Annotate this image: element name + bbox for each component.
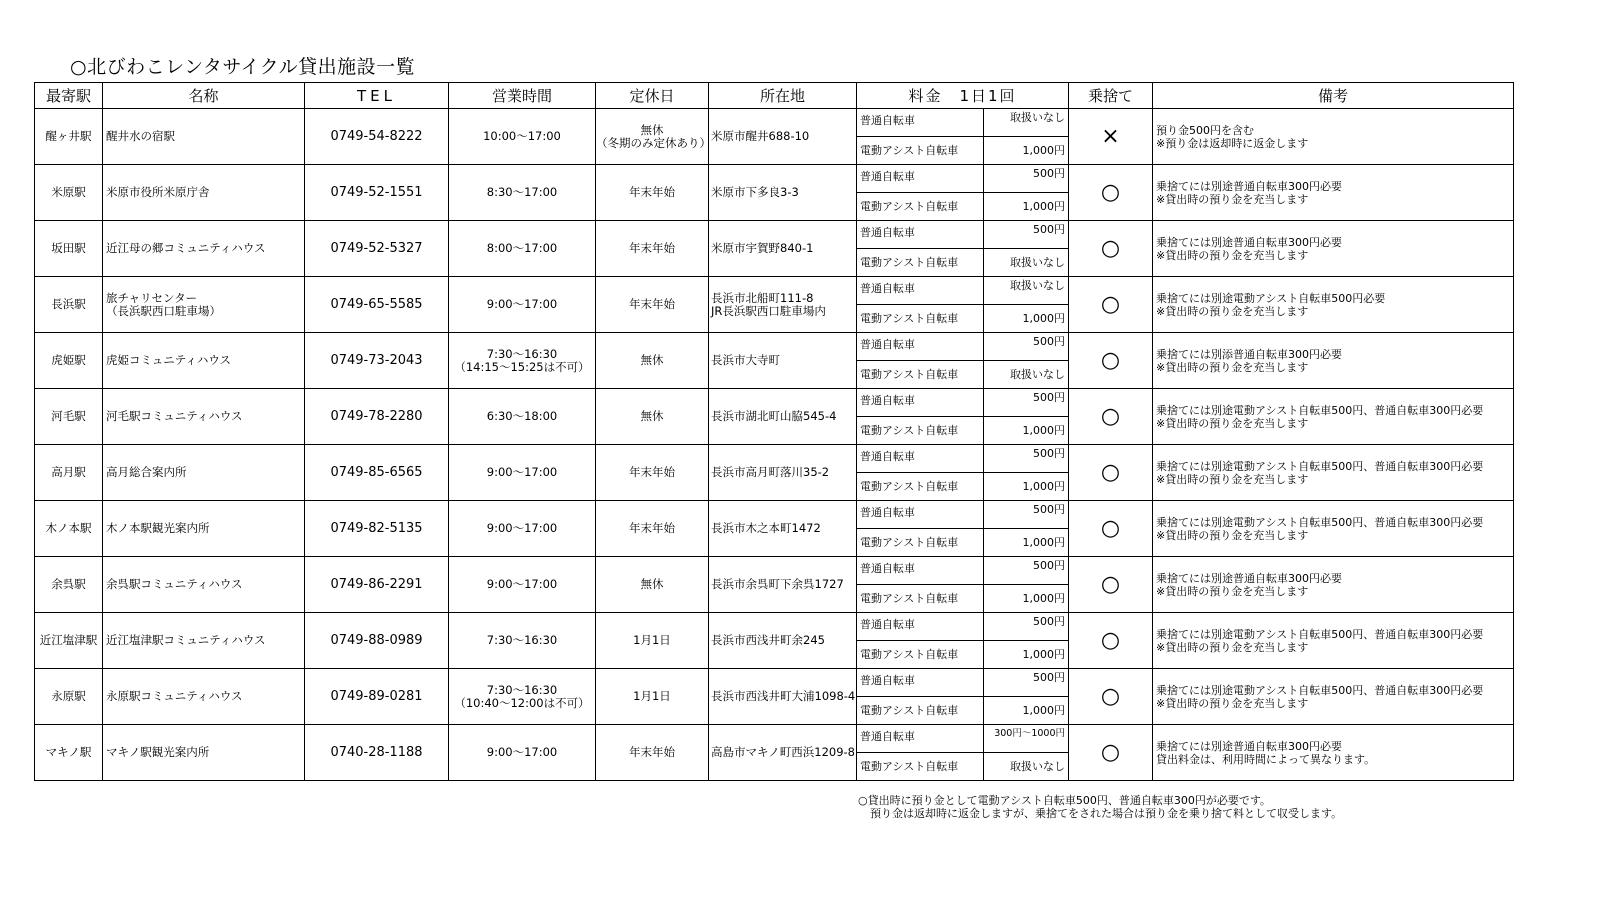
station-cell: 坂田駅 [35, 221, 103, 277]
table-row [35, 277, 1514, 333]
fee-assist-label: 電動アシスト自転車 [857, 641, 984, 668]
station-cell: 米原駅 [35, 165, 103, 221]
facility-table [34, 82, 1514, 781]
fee-regular-price: 500円 [984, 669, 1068, 697]
fee-regular-price: 500円 [984, 333, 1068, 361]
tel-cell: 0749-54-8222 [305, 109, 449, 165]
hours-cell: 8:30～17:00 [449, 165, 596, 221]
page-title: ○北びわこレンタサイクル貸出施設一覧 [70, 56, 416, 78]
fee-regular-price: 500円 [984, 221, 1068, 249]
hours-cell: 6:30～18:00 [449, 389, 596, 445]
station-cell: 虎姫駅 [35, 333, 103, 389]
fee-regular-label: 普通自転車 [857, 389, 984, 417]
dropoff-mark: ○ [1069, 221, 1153, 277]
facility-name-cell: 余呉駅コミュニティハウス [103, 557, 305, 613]
facility-name-cell: 河毛駅コミュニティハウス [103, 389, 305, 445]
fee-assist-price: 1,000円 [1022, 200, 1065, 213]
facility-name-cell: 虎姫コミュニティハウス [103, 333, 305, 389]
fee-regular-price: 500円 [984, 557, 1068, 585]
station-cell: 木ノ本駅 [35, 501, 103, 557]
fee-cell [857, 501, 1069, 557]
dropoff-mark: ○ [1069, 613, 1153, 669]
hours-cell: 9:00～17:00 [449, 445, 596, 501]
station-cell: 永原駅 [35, 669, 103, 725]
table-row [35, 445, 1514, 501]
fee-cell [857, 109, 1069, 165]
hours-cell: 9:00～17:00 [449, 501, 596, 557]
fee-assist-label: 電動アシスト自転車 [857, 305, 984, 332]
fee-regular-price: 500円 [984, 165, 1068, 193]
fee-assist-price: 1,000円 [1022, 480, 1065, 493]
fee-regular-label: 普通自転車 [857, 501, 984, 529]
address-cell: 長浜市北船町111-8 JR長浜駅西口駐車場内 [709, 277, 857, 333]
tel-cell: 0749-52-5327 [305, 221, 449, 277]
fee-assist-label: 電動アシスト自転車 [857, 249, 984, 276]
header-closed: 定休日 [596, 83, 709, 109]
closed-days-cell: 年末年始 [596, 165, 709, 221]
tel-cell: 0749-78-2280 [305, 389, 449, 445]
dropoff-mark: ○ [1069, 445, 1153, 501]
notes-cell: 乗捨てには別途普通自転車300円必要 貸出料金は、利用時間によって異なります。 [1153, 725, 1514, 781]
notes-cell: 乗捨てには別添普通自転車300円必要 ※貸出時の預り金を充当します [1153, 333, 1514, 389]
address-cell: 長浜市大寺町 [709, 333, 857, 389]
fee-regular-label: 普通自転車 [857, 669, 984, 697]
table-row [35, 501, 1514, 557]
fee-cell [857, 277, 1069, 333]
fee-assist-price: 1,000円 [1022, 424, 1065, 437]
fee-regular-label: 普通自転車 [857, 109, 984, 137]
notes-cell: 乗捨てには別途電動アシスト自転車500円、普通自転車300円必要 ※貸出時の預り金を充当します [1153, 613, 1514, 669]
table-row [35, 557, 1514, 613]
facility-name-cell: 木ノ本駅観光案内所 [103, 501, 305, 557]
closed-days-cell: 年末年始 [596, 725, 709, 781]
closed-days-cell: 1月1日 [596, 613, 709, 669]
dropoff-mark: × [1069, 109, 1153, 165]
dropoff-mark: ○ [1069, 557, 1153, 613]
fee-assist-label: 電動アシスト自転車 [857, 585, 984, 612]
address-cell: 米原市下多良3-3 [709, 165, 857, 221]
fee-assist-label: 電動アシスト自転車 [857, 417, 984, 444]
address-cell: 高島市マキノ町西浜1209-8 [709, 725, 857, 781]
dropoff-mark: ○ [1069, 389, 1153, 445]
fee-regular-price: 500円 [984, 445, 1068, 473]
dropoff-mark: ○ [1069, 165, 1153, 221]
fee-cell [857, 725, 1069, 781]
closed-days-cell: 無休 [596, 389, 709, 445]
fee-cell [857, 165, 1069, 221]
address-cell: 長浜市湖北町山脇545-4 [709, 389, 857, 445]
closed-days-cell: 年末年始 [596, 221, 709, 277]
station-cell: 醒ヶ井駅 [35, 109, 103, 165]
closed-days-cell: 無休 （冬期のみ定休あり） [596, 109, 709, 165]
station-cell: 高月駅 [35, 445, 103, 501]
facility-name-cell: 高月総合案内所 [103, 445, 305, 501]
fee-cell [857, 445, 1069, 501]
fee-regular-price: 300円～1000円 [984, 725, 1068, 753]
fee-assist-price: 1,000円 [1022, 592, 1065, 605]
facility-name-cell: 旅チャリセンター （長浜駅西口駐車場） [103, 277, 305, 333]
hours-cell: 10:00～17:00 [449, 109, 596, 165]
header-notes: 備考 [1153, 83, 1514, 109]
hours-cell: 8:00～17:00 [449, 221, 596, 277]
fee-cell [857, 389, 1069, 445]
notes-cell: 乗捨てには別途普通自転車300円必要 ※貸出時の預り金を充当します [1153, 165, 1514, 221]
footnote-line-1: ○貸出時に預り金として電動アシスト自転車500円、普通自転車300円が必要です。 [858, 794, 1271, 807]
header-address: 所在地 [709, 83, 857, 109]
fee-cell [857, 557, 1069, 613]
fee-cell [857, 613, 1069, 669]
facility-name-cell: マキノ駅観光案内所 [103, 725, 305, 781]
header-dropoff: 乗捨て [1069, 83, 1153, 109]
fee-assist-label: 電動アシスト自転車 [857, 697, 984, 724]
fee-assist-price: 取扱いなし [1010, 368, 1065, 381]
fee-assist-label: 電動アシスト自転車 [857, 361, 984, 388]
fee-assist-label: 電動アシスト自転車 [857, 529, 984, 556]
header-row [35, 83, 1514, 109]
fee-regular-label: 普通自転車 [857, 333, 984, 361]
table-row [35, 725, 1514, 781]
station-cell: 河毛駅 [35, 389, 103, 445]
dropoff-mark: ○ [1069, 333, 1153, 389]
dropoff-mark: ○ [1069, 725, 1153, 781]
address-cell: 長浜市西浅井町大浦1098-4 [709, 669, 857, 725]
notes-cell: 預り金500円を含む ※預り金は返却時に返金します [1153, 109, 1514, 165]
dropoff-mark: ○ [1069, 501, 1153, 557]
station-cell: 長浜駅 [35, 277, 103, 333]
fee-assist-label: 電動アシスト自転車 [857, 473, 984, 500]
address-cell: 長浜市高月町落川35-2 [709, 445, 857, 501]
address-cell: 長浜市西浅井町余245 [709, 613, 857, 669]
header-hours: 営業時間 [449, 83, 596, 109]
address-cell: 長浜市余呉町下余呉1727 [709, 557, 857, 613]
fee-regular-label: 普通自転車 [857, 613, 984, 641]
closed-days-cell: 1月1日 [596, 669, 709, 725]
station-cell: 余呉駅 [35, 557, 103, 613]
fee-assist-label: 電動アシスト自転車 [857, 137, 984, 164]
fee-assist-price: 取扱いなし [1010, 256, 1065, 269]
fee-regular-price: 500円 [984, 613, 1068, 641]
fee-regular-price: 500円 [984, 501, 1068, 529]
tel-cell: 0749-52-1551 [305, 165, 449, 221]
notes-cell: 乗捨てには別途電動アシスト自転車500円、普通自転車300円必要 ※貸出時の預り金を充当します [1153, 669, 1514, 725]
closed-days-cell: 年末年始 [596, 277, 709, 333]
tel-cell: 0749-85-6565 [305, 445, 449, 501]
table-row [35, 221, 1514, 277]
address-cell: 米原市宇賀野840-1 [709, 221, 857, 277]
fee-assist-price: 1,000円 [1022, 312, 1065, 325]
header-name: 名称 [103, 83, 305, 109]
facility-name-cell: 永原駅コミュニティハウス [103, 669, 305, 725]
fee-assist-label: 電動アシスト自転車 [857, 193, 984, 220]
tel-cell: 0749-65-5585 [305, 277, 449, 333]
notes-cell: 乗捨てには別途電動アシスト自転車500円必要 ※貸出時の預り金を充当します [1153, 277, 1514, 333]
closed-days-cell: 年末年始 [596, 501, 709, 557]
fee-assist-price: 取扱いなし [1010, 760, 1065, 773]
facility-name-cell: 近江塩津駅コミュニティハウス [103, 613, 305, 669]
fee-assist-price: 1,000円 [1022, 144, 1065, 157]
fee-assist-label: 電動アシスト自転車 [857, 753, 984, 780]
notes-cell: 乗捨てには別途電動アシスト自転車500円、普通自転車300円必要 ※貸出時の預り金を充当します [1153, 445, 1514, 501]
dropoff-mark: ○ [1069, 669, 1153, 725]
fee-regular-label: 普通自転車 [857, 445, 984, 473]
table-row [35, 333, 1514, 389]
fee-regular-label: 普通自転車 [857, 165, 984, 193]
facility-name-cell: 米原市役所米原庁舎 [103, 165, 305, 221]
table-row [35, 389, 1514, 445]
address-cell: 米原市醒井688-10 [709, 109, 857, 165]
table-row [35, 109, 1514, 165]
tel-cell: 0749-88-0989 [305, 613, 449, 669]
fee-cell [857, 669, 1069, 725]
fee-regular-label: 普通自転車 [857, 557, 984, 585]
facility-name-cell: 醒井水の宿駅 [103, 109, 305, 165]
table-row [35, 613, 1514, 669]
footnote [858, 794, 1342, 820]
footnote-line-2: 預り金は返却時に返金しますが、乗捨てをされた場合は預り金を乗り捨て料として収受します。 [870, 807, 1343, 820]
hours-cell: 7:30～16:30 [449, 613, 596, 669]
fee-assist-price: 1,000円 [1022, 704, 1065, 717]
facility-name-cell: 近江母の郷コミュニティハウス [103, 221, 305, 277]
address-cell: 長浜市木之本町1472 [709, 501, 857, 557]
fee-regular-label: 普通自転車 [857, 221, 984, 249]
tel-cell: 0749-89-0281 [305, 669, 449, 725]
fee-regular-price: 取扱いなし [984, 109, 1068, 137]
fee-cell [857, 333, 1069, 389]
hours-cell: 7:30～16:30 （14:15～15:25は不可） [449, 333, 596, 389]
fee-regular-label: 普通自転車 [857, 725, 984, 753]
station-cell: 近江塩津駅 [35, 613, 103, 669]
notes-cell: 乗捨てには別途普通自転車300円必要 ※貸出時の預り金を充当します [1153, 557, 1514, 613]
tel-cell: 0740-28-1188 [305, 725, 449, 781]
header-fee: 料金 1日1回 [857, 83, 1069, 109]
header-station: 最寄駅 [35, 83, 103, 109]
hours-cell: 9:00～17:00 [449, 557, 596, 613]
station-cell: マキノ駅 [35, 725, 103, 781]
notes-cell: 乗捨てには別途電動アシスト自転車500円、普通自転車300円必要 ※貸出時の預り金を充当します [1153, 501, 1514, 557]
hours-cell: 9:00～17:00 [449, 725, 596, 781]
fee-cell [857, 221, 1069, 277]
tel-cell: 0749-82-5135 [305, 501, 449, 557]
tel-cell: 0749-73-2043 [305, 333, 449, 389]
fee-regular-price: 取扱いなし [984, 277, 1068, 305]
fee-regular-price: 500円 [984, 389, 1068, 417]
table-row [35, 165, 1514, 221]
hours-cell: 9:00～17:00 [449, 277, 596, 333]
table-row [35, 669, 1514, 725]
dropoff-mark: ○ [1069, 277, 1153, 333]
tel-cell: 0749-86-2291 [305, 557, 449, 613]
fee-assist-price: 1,000円 [1022, 648, 1065, 661]
fee-regular-label: 普通自転車 [857, 277, 984, 305]
hours-cell: 7:30～16:30 （10:40～12:00は不可） [449, 669, 596, 725]
notes-cell: 乗捨てには別途普通自転車300円必要 ※貸出時の預り金を充当します [1153, 221, 1514, 277]
header-tel: TEL [305, 83, 449, 109]
fee-assist-price: 1,000円 [1022, 536, 1065, 549]
closed-days-cell: 年末年始 [596, 445, 709, 501]
notes-cell: 乗捨てには別途電動アシスト自転車500円、普通自転車300円必要 ※貸出時の預り金を充当します [1153, 389, 1514, 445]
closed-days-cell: 無休 [596, 333, 709, 389]
closed-days-cell: 無休 [596, 557, 709, 613]
